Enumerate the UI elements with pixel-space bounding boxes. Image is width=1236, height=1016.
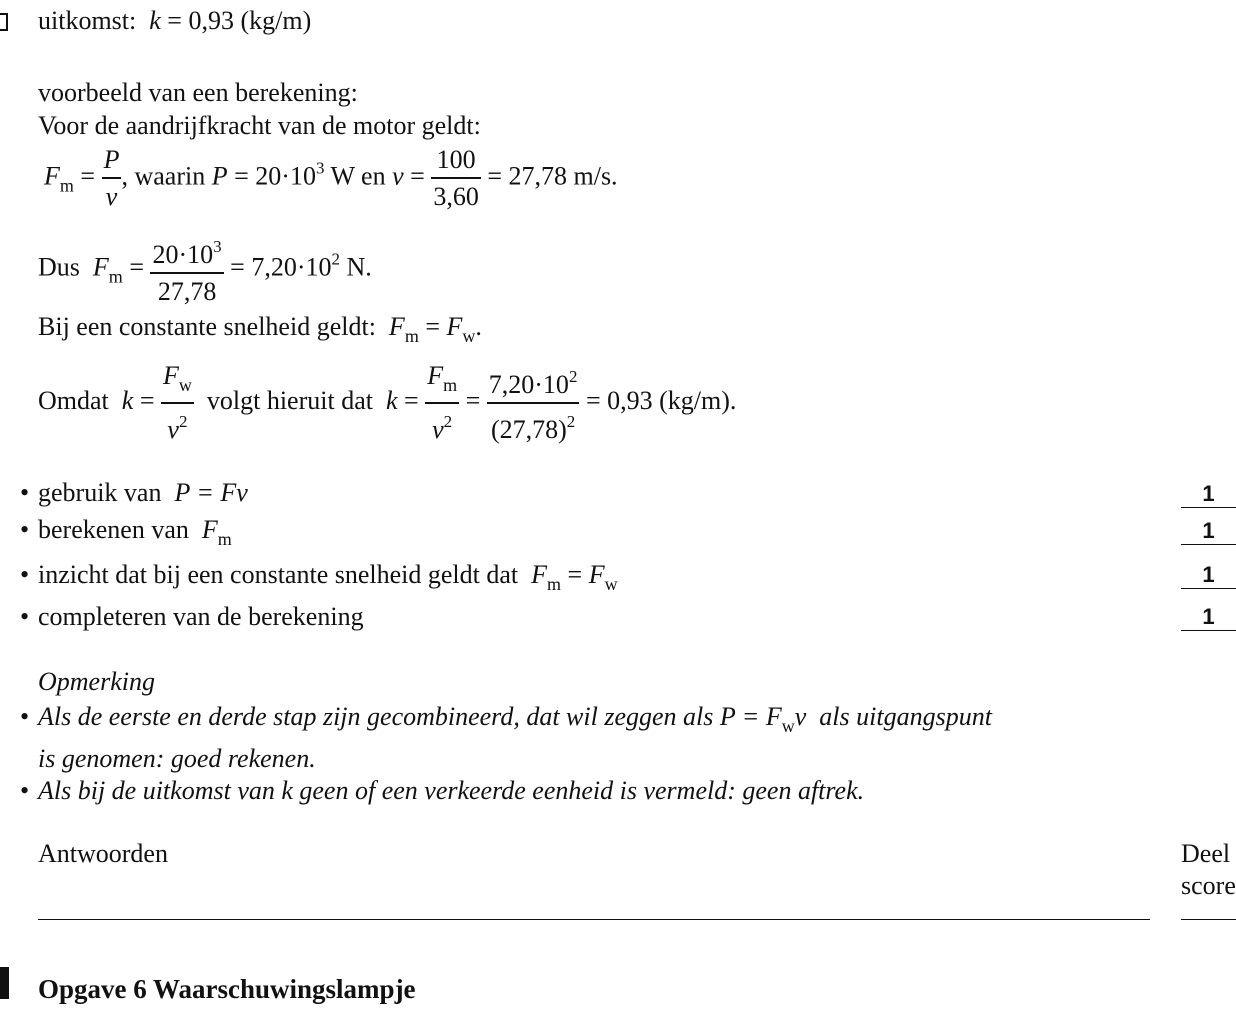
- score-point: 1: [1181, 481, 1236, 508]
- remark-bullet: •: [20, 776, 30, 805]
- fraction-fm-over-v2: $\frac{F_m}{v^2}$: [427, 361, 458, 444]
- criterion-bullet: •: [20, 478, 30, 507]
- criterion-use-p-fv: gebruik van P = Fv: [38, 478, 248, 507]
- next-question-title: Opgave 6 Waarschuwingslampje: [38, 974, 416, 1004]
- scores-header-line1: Deel: [1181, 839, 1231, 868]
- remark-item-2: Als bij de uitkomst van k geen of een verkeerde eenheid is vermeld: geen aftrek.: [38, 776, 865, 805]
- criterion-bullet: •: [20, 560, 30, 589]
- remark-item-1: Als de eerste en derde stap zijn gecombineerd, dat wil zeggen als $P = F_wv$ als uitgangspunt: [38, 702, 992, 736]
- fraction-numeric: $\frac{7,20\cdot 10^2}{(27,78)^2}$: [487, 363, 580, 444]
- remark-item-1-cont: is genomen: goed rekenen.: [38, 744, 316, 773]
- formula-drag-coefficient: Omdat k = $\frac{F_w}{v^2}$ volgt hieruit dat k = $\frac{F_m}{v^2}$ = $\frac{7,20\cdot 10^2}{(27,78)^2}$ = 0,93 (kg/m).: [38, 361, 737, 444]
- criterion-insight-fm-fw: inzicht dat bij een constante snelheid geldt dat $F_m = F_w$: [38, 560, 618, 594]
- fraction-speed: $\frac{100}{3,60}$: [433, 145, 479, 211]
- result-line: uitkomst: k = 0,93 (kg/m): [38, 6, 312, 35]
- motor-line: Voor de aandrijfkracht van de motor geldt:: [38, 111, 481, 140]
- formula-equilibrium: Bij een constante snelheid geldt: $F_m = F_w$.: [38, 312, 482, 346]
- fraction-p-over-v: $\frac{P}{v}$: [103, 145, 120, 211]
- margin-marker-top: [0, 13, 8, 31]
- scores-header-line2: score: [1181, 871, 1236, 900]
- criterion-bullet: •: [20, 515, 30, 544]
- margin-marker-bottom: [0, 967, 9, 999]
- criterion-complete: completeren van de berekening: [38, 602, 364, 631]
- fraction-fw-over-v2: $\frac{F_w}{v^2}$: [162, 361, 192, 444]
- criterion-bullet: •: [20, 602, 30, 631]
- remark-bullet: •: [20, 702, 30, 731]
- answers-header: Antwoorden: [38, 839, 168, 868]
- score-point: 1: [1181, 562, 1236, 589]
- score-point: 1: [1181, 518, 1236, 545]
- criterion-calc-fm: berekenen van $F_m$: [38, 515, 232, 549]
- score-point: 1: [1181, 604, 1236, 631]
- remark-title: Opmerking: [38, 667, 155, 696]
- fraction-force: $\frac{20\cdot 10^3}{27,78}$: [150, 233, 223, 306]
- formula-power: $F_m$ = $\frac{P}{v}$ , waarin $P = 20\cdot 10^3$ W en v = $\frac{100}{3,60}$ = 27,78 m/s.: [44, 145, 618, 211]
- example-heading: voorbeeld van een berekening:: [38, 78, 358, 107]
- answers-divider: [38, 919, 1150, 920]
- formula-force: Dus $F_m$ = $\frac{20\cdot 10^3}{27,78}$ = $7,20\cdot 10^2$ N.: [38, 233, 372, 306]
- scores-divider: [1181, 919, 1236, 920]
